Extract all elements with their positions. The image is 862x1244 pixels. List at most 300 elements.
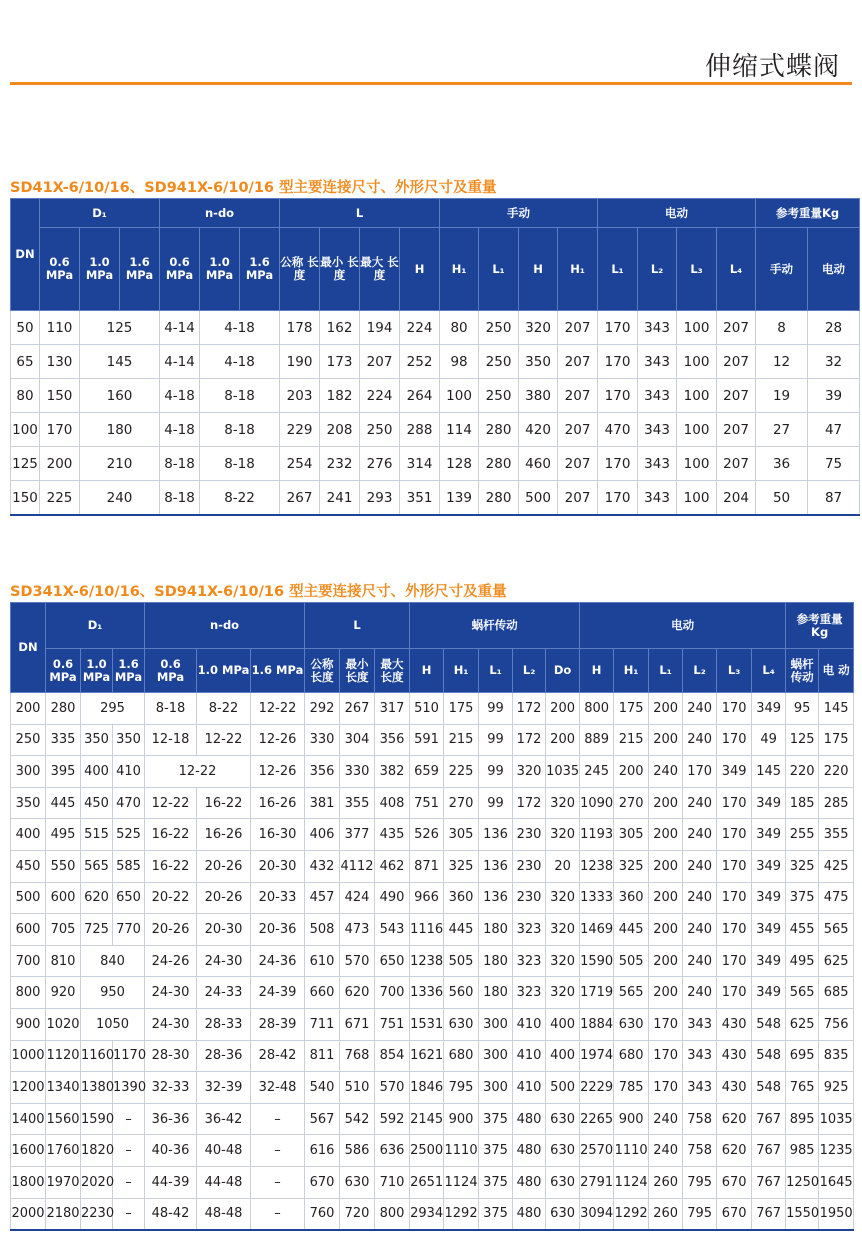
table-cell-l: 542	[340, 1103, 375, 1135]
table-cell-electric: 305	[614, 819, 649, 851]
table-row	[11, 1008, 854, 1040]
table-cell-weight: 145	[819, 693, 854, 725]
table-cell-dn: 450	[11, 850, 46, 882]
table-cell-d1: 1390	[113, 1072, 145, 1104]
table-cell-h: 351	[400, 481, 440, 516]
table-cell-electric: 240	[649, 756, 683, 788]
table-cell-electric: 245	[580, 756, 614, 788]
table-cell-el2: 343	[638, 481, 677, 516]
table-cell-lmax: 276	[360, 447, 400, 481]
table-cell-d1: 395	[46, 756, 81, 788]
table-cell-d1: 2180	[46, 1198, 81, 1230]
table-cell-worm: 1110	[444, 1135, 479, 1167]
table-cell-ndo: 8-18	[145, 693, 197, 725]
table-cell-worm: 505	[444, 945, 479, 977]
table-row	[11, 1198, 854, 1230]
table-cell-worm: 1846	[410, 1072, 444, 1104]
table-cell-worm: 630	[444, 1008, 479, 1040]
table-cell-d1bc: 145	[80, 345, 160, 379]
table-cell-electric: 445	[614, 914, 649, 946]
table-cell-electric: 430	[717, 1072, 752, 1104]
table-cell-worm: 180	[479, 945, 513, 977]
table-cell-electric: 200	[649, 724, 683, 756]
table-cell-electric: 349	[752, 850, 786, 882]
table-cell-worm: 136	[479, 850, 513, 882]
table-cell-worm: 136	[479, 819, 513, 851]
table-cell-ndo: 20-22	[145, 882, 197, 914]
sub-weight-manual: 手动	[756, 228, 808, 311]
table-cell-electric: 889	[580, 724, 614, 756]
table-cell-el4: 204	[717, 481, 756, 516]
table-cell-ndo: 12-26	[251, 756, 305, 788]
sub-l-nominal: 公称 长度	[280, 228, 320, 311]
table-cell-ndo: 36-42	[197, 1103, 251, 1135]
table-cell-l: 660	[305, 977, 340, 1009]
sub-l-max: 最大 长度	[360, 228, 400, 311]
table-cell-worm: 871	[410, 850, 444, 882]
table-cell-electric: 548	[752, 1040, 786, 1072]
table-cell-l: 356	[305, 756, 340, 788]
table-cell-lmin: 241	[320, 481, 360, 516]
table-cell-d1: 525	[113, 819, 145, 851]
table-cell-worm: 180	[479, 914, 513, 946]
table-row	[11, 379, 860, 413]
table-cell-d1: 920	[46, 977, 81, 1009]
table-cell-dn: 900	[11, 1008, 46, 1040]
group-electric: 电动	[598, 199, 756, 228]
table-cell-electric: 349	[752, 693, 786, 725]
table-cell-d1: –	[113, 1166, 145, 1198]
table-cell-el3: 100	[677, 311, 717, 345]
table-cell-l: 720	[340, 1198, 375, 1230]
table-cell-l: 317	[375, 693, 410, 725]
table-cell-ndo: 24-39	[251, 977, 305, 1009]
table-cell-el4: 207	[717, 379, 756, 413]
table-cell-electric: 1090	[580, 787, 614, 819]
table-cell-l: 381	[305, 787, 340, 819]
table-cell-mh1b: 207	[558, 447, 598, 481]
table-cell-dn: 250	[11, 724, 46, 756]
table-cell-lmax: 207	[360, 345, 400, 379]
sub-manual-h: H	[519, 228, 558, 311]
table-cell-ndo: 12-22	[197, 724, 251, 756]
table-cell-electric: 620	[717, 1103, 752, 1135]
sub-weight-electric: 电动	[808, 228, 860, 311]
table-cell-we: 32	[808, 345, 860, 379]
table-cell-d1: 620	[81, 882, 113, 914]
table-cell-worm: 1531	[410, 1008, 444, 1040]
table-cell-worm: 99	[479, 693, 513, 725]
table-cell-ndo: 20-30	[197, 914, 251, 946]
table-cell-worm: 480	[513, 1198, 546, 1230]
table-cell-d1: 515	[81, 819, 113, 851]
table-cell-el1: 470	[598, 413, 638, 447]
table-cell-dn: 350	[11, 787, 46, 819]
table-row	[11, 693, 854, 725]
sub-ndo-06: 0.6 MPa	[145, 649, 197, 693]
table-cell-l: 570	[375, 1072, 410, 1104]
table-cell-worm: 323	[513, 977, 546, 1009]
table-cell-mh1: 98	[440, 345, 479, 379]
table-cell-electric: 240	[683, 945, 717, 977]
table-cell-dn: 1400	[11, 1103, 46, 1135]
table-cell-we: 39	[808, 379, 860, 413]
table2	[10, 602, 854, 1231]
table-cell-electric: 240	[683, 850, 717, 882]
sub-ndo-06: 0.6 MPa	[160, 228, 200, 311]
table-cell-mh1: 128	[440, 447, 479, 481]
table-cell-wm: 50	[756, 481, 808, 516]
sub-d1-16: 1.6 MPa	[113, 649, 145, 693]
table-row	[11, 787, 854, 819]
table-cell-ndo: 24-30	[145, 977, 197, 1009]
table-cell-l: 650	[375, 945, 410, 977]
sub-d1-10: 1.0 MPa	[81, 649, 113, 693]
table-cell-worm: 2651	[410, 1166, 444, 1198]
table-cell-electric: 349	[717, 756, 752, 788]
table-cell-worm: 966	[410, 882, 444, 914]
table-cell-mh1b: 207	[558, 379, 598, 413]
table-cell-l: 406	[305, 819, 340, 851]
table-cell-lmax: 224	[360, 379, 400, 413]
table-cell-worm: 215	[444, 724, 479, 756]
table-cell-l: 711	[305, 1008, 340, 1040]
table-cell-worm: 659	[410, 756, 444, 788]
table-cell-worm: 323	[513, 914, 546, 946]
table-cell-ml1: 280	[479, 481, 519, 516]
table-cell-worm: 20	[546, 850, 580, 882]
table-cell-d1: 1160	[81, 1040, 113, 1072]
group-ndo: n-do	[160, 199, 280, 228]
table-cell-el1: 170	[598, 447, 638, 481]
table-cell-el3: 100	[677, 379, 717, 413]
table-cell-d1: 450	[81, 787, 113, 819]
table-cell-d1: 410	[113, 756, 145, 788]
table-cell-l: 355	[340, 787, 375, 819]
table-cell-worm: 270	[444, 787, 479, 819]
table-cell-h: 288	[400, 413, 440, 447]
table-cell-electric: 349	[752, 787, 786, 819]
table-cell-electric: 758	[683, 1135, 717, 1167]
table-cell-electric: 349	[752, 945, 786, 977]
table-cell-el2: 343	[638, 345, 677, 379]
table-cell-el3: 100	[677, 481, 717, 516]
table-cell-electric: 170	[717, 945, 752, 977]
table-cell-lnom: 190	[280, 345, 320, 379]
table-cell-h: 264	[400, 379, 440, 413]
table-cell-el2: 343	[638, 379, 677, 413]
table-cell-ndo: 16-22	[145, 819, 197, 851]
table-cell-electric: 2791	[580, 1166, 614, 1198]
table-cell-h: 252	[400, 345, 440, 379]
table-cell-ml1: 250	[479, 345, 519, 379]
table-cell-electric: 175	[614, 693, 649, 725]
table-cell-l: 356	[375, 724, 410, 756]
group-ndo: n-do	[145, 603, 305, 649]
table-cell-ndo: 24-36	[251, 945, 305, 977]
table-cell-ndo: 12-26	[251, 724, 305, 756]
table-cell-electric: 1124	[614, 1166, 649, 1198]
table-cell-ndo: 28-39	[251, 1008, 305, 1040]
table-row	[11, 850, 854, 882]
table-cell-d1: 1590	[81, 1103, 113, 1135]
table-cell-weight: 835	[819, 1040, 854, 1072]
table-cell-electric: 170	[649, 1008, 683, 1040]
table-cell-weight: 625	[819, 945, 854, 977]
table-cell-ndobc: 4-18	[200, 311, 280, 345]
table-row	[11, 1072, 854, 1104]
table-cell-ndo: 24-33	[197, 977, 251, 1009]
table-row	[11, 977, 854, 1009]
table-cell-worm: 300	[479, 1040, 513, 1072]
table-cell-worm: 410	[513, 1040, 546, 1072]
sub-d1-06: 0.6 MPa	[40, 228, 80, 311]
sub-h: H	[400, 228, 440, 311]
table-cell-ndo: 48-42	[145, 1198, 197, 1230]
table-cell-worm: 320	[546, 945, 580, 977]
table-cell-d1: 950	[81, 977, 145, 1009]
table-cell-d1: 470	[113, 787, 145, 819]
table-cell-ndo: 16-30	[251, 819, 305, 851]
table-cell-electric: 2265	[580, 1103, 614, 1135]
sub-l-min: 最小 长度	[340, 649, 375, 693]
table-cell-ndo: 16-26	[197, 819, 251, 851]
table-cell-mh: 460	[519, 447, 558, 481]
table-cell-weight: 95	[786, 693, 819, 725]
table-cell-dn: 1800	[11, 1166, 46, 1198]
table-cell-electric: 1590	[580, 945, 614, 977]
table-cell-ndo: 20-26	[197, 850, 251, 882]
table-cell-electric: 430	[717, 1008, 752, 1040]
table-cell-worm: 591	[410, 724, 444, 756]
table-cell-l: 510	[340, 1072, 375, 1104]
table-cell-worm: 230	[513, 850, 546, 882]
col-dn: DN	[11, 199, 40, 311]
table-cell-weight: 565	[819, 914, 854, 946]
table-cell-el1: 170	[598, 481, 638, 516]
table-cell-electric: 170	[683, 756, 717, 788]
table-cell-d1: –	[113, 1103, 145, 1135]
table-row	[11, 345, 860, 379]
table-cell-ndo: 32-39	[197, 1072, 251, 1104]
table-cell-worm: 172	[513, 693, 546, 725]
table-cell-ndoa: 4-14	[160, 311, 200, 345]
table1-caption: SD41X-6/10/16、SD941X-6/10/16 型主要连接尺寸、外形尺寸及重量	[10, 180, 497, 196]
table-cell-worm: 320	[546, 882, 580, 914]
table-row	[11, 447, 860, 481]
table-cell-el4: 207	[717, 413, 756, 447]
table-cell-d1: 445	[46, 787, 81, 819]
table-cell-l: 462	[375, 850, 410, 882]
table-cell-dn: 500	[11, 882, 46, 914]
table-cell-d1: 840	[81, 945, 145, 977]
table-cell-electric: 430	[717, 1040, 752, 1072]
table-cell-mh1: 80	[440, 311, 479, 345]
table-cell-d1: 585	[113, 850, 145, 882]
sub-electric-l4: L₄	[752, 649, 786, 693]
table-cell-worm: 300	[479, 1008, 513, 1040]
table-cell-dn: 300	[11, 756, 46, 788]
table-cell-mh1b: 207	[558, 345, 598, 379]
table-cell-electric: 200	[649, 819, 683, 851]
table-cell-lmin: 162	[320, 311, 360, 345]
table-cell-l: 616	[305, 1135, 340, 1167]
table-cell-d1: 725	[81, 914, 113, 946]
table-cell-worm: 410	[513, 1008, 546, 1040]
table-cell-l: 620	[340, 977, 375, 1009]
table-cell-weight: 1035	[819, 1103, 854, 1135]
table-cell-electric: 170	[649, 1040, 683, 1072]
table-row	[11, 914, 854, 946]
table-cell-d1: 1970	[46, 1166, 81, 1198]
table-cell-electric: 325	[614, 850, 649, 882]
table-cell-electric: 1110	[614, 1135, 649, 1167]
table-cell-electric: 170	[717, 882, 752, 914]
table-cell-worm: 410	[513, 1072, 546, 1104]
table-cell-mh1: 100	[440, 379, 479, 413]
table-cell-worm: 1035	[546, 756, 580, 788]
table-cell-dn: 125	[11, 447, 40, 481]
sub-ndo-16: 1.6 MPa	[251, 649, 305, 693]
table-cell-el3: 100	[677, 345, 717, 379]
table-cell-weight: 475	[819, 882, 854, 914]
table-cell-electric: 1974	[580, 1040, 614, 1072]
table-cell-electric: 785	[614, 1072, 649, 1104]
table-cell-dn: 700	[11, 945, 46, 977]
table-cell-l: 540	[305, 1072, 340, 1104]
table-cell-mh: 500	[519, 481, 558, 516]
table-cell-ndobc: 8-18	[200, 447, 280, 481]
table-cell-ndoa: 8-18	[160, 447, 200, 481]
sub-manual-h1b: H₁	[558, 228, 598, 311]
table-cell-electric: 343	[683, 1072, 717, 1104]
table-cell-ndo: 16-22	[197, 787, 251, 819]
table-cell-worm: 480	[513, 1103, 546, 1135]
table-cell-l: 435	[375, 819, 410, 851]
table-cell-ndo: –	[251, 1166, 305, 1198]
table-cell-weight: 756	[819, 1008, 854, 1040]
col-dn: DN	[11, 603, 46, 693]
table-cell-d1: 565	[81, 850, 113, 882]
table-cell-ndo: 16-22	[145, 850, 197, 882]
table-cell-electric: 200	[649, 787, 683, 819]
table-cell-el1: 170	[598, 345, 638, 379]
table-cell-l: 457	[305, 882, 340, 914]
table-cell-electric: 240	[683, 724, 717, 756]
table-cell-lmax: 194	[360, 311, 400, 345]
table-cell-dn: 2000	[11, 1198, 46, 1230]
table-cell-lmin: 173	[320, 345, 360, 379]
table-cell-h: 314	[400, 447, 440, 481]
table-cell-ndobc: 4-18	[200, 345, 280, 379]
table-cell-weight: 925	[819, 1072, 854, 1104]
table-cell-ndo: 24-30	[145, 1008, 197, 1040]
table-cell-electric: 565	[614, 977, 649, 1009]
table-cell-electric: 200	[649, 945, 683, 977]
table-cell-dn: 1600	[11, 1135, 46, 1167]
table-cell-weight: 125	[786, 724, 819, 756]
table-cell-l: 854	[375, 1040, 410, 1072]
table-cell-weight: 565	[786, 977, 819, 1009]
table-row	[11, 1103, 854, 1135]
table-cell-worm: 560	[444, 977, 479, 1009]
table-cell-ndo: 20-26	[197, 882, 251, 914]
table-cell-ndo: 8-22	[197, 693, 251, 725]
table-cell-d1a: 150	[40, 379, 80, 413]
table-cell-electric: 1193	[580, 819, 614, 851]
table-row	[11, 1166, 854, 1198]
table-cell-worm: 751	[410, 787, 444, 819]
table-cell-electric: 795	[683, 1166, 717, 1198]
table-cell-electric: 170	[717, 693, 752, 725]
table-cell-l: 630	[340, 1166, 375, 1198]
table-cell-electric: 548	[752, 1008, 786, 1040]
table-cell-weight: 255	[786, 819, 819, 851]
table-cell-ml1: 280	[479, 413, 519, 447]
table-cell-d1: 1050	[81, 1008, 145, 1040]
table2-caption: SD341X-6/10/16、SD941X-6/10/16 型主要连接尺寸、外形尺寸及重量	[10, 584, 507, 600]
table-cell-weight: 175	[819, 724, 854, 756]
table-cell-dn: 200	[11, 693, 46, 725]
table-cell-worm: 1621	[410, 1040, 444, 1072]
table-cell-ndo: 20-33	[251, 882, 305, 914]
table-cell-d1: 400	[81, 756, 113, 788]
table-cell-lnom: 178	[280, 311, 320, 345]
table-cell-ndo: 28-42	[251, 1040, 305, 1072]
table-cell-lmax: 293	[360, 481, 400, 516]
group-weight: 参考重量 Kg	[786, 603, 854, 649]
table-cell-lnom: 229	[280, 413, 320, 447]
table-cell-d1: 600	[46, 882, 81, 914]
table-cell-worm: 1116	[410, 914, 444, 946]
table-cell-l: 760	[305, 1198, 340, 1230]
table-cell-ndo: 40-48	[197, 1135, 251, 1167]
table-cell-mh1b: 207	[558, 413, 598, 447]
table-cell-lmin: 182	[320, 379, 360, 413]
table1	[10, 198, 860, 516]
table-cell-mh: 320	[519, 311, 558, 345]
table-cell-mh1b: 207	[558, 481, 598, 516]
table-cell-d1: 335	[46, 724, 81, 756]
table-row	[11, 882, 854, 914]
table-cell-electric: 548	[752, 1072, 786, 1104]
sub-l-max: 最大 长度	[375, 649, 410, 693]
table-cell-mh: 380	[519, 379, 558, 413]
table-cell-d1: 810	[46, 945, 81, 977]
table-cell-el3: 100	[677, 413, 717, 447]
table-cell-ndoa: 4-18	[160, 413, 200, 447]
table-cell-electric: 170	[717, 724, 752, 756]
table-cell-wm: 12	[756, 345, 808, 379]
table-cell-d1: 1340	[46, 1072, 81, 1104]
group-l: L	[280, 199, 440, 228]
table-cell-d1a: 110	[40, 311, 80, 345]
table-cell-el2: 343	[638, 447, 677, 481]
table-cell-l: 768	[340, 1040, 375, 1072]
table-cell-el2: 343	[638, 413, 677, 447]
table-cell-weight: 685	[819, 977, 854, 1009]
table-cell-electric: 240	[683, 914, 717, 946]
table-cell-l: 592	[375, 1103, 410, 1135]
table-cell-dn: 800	[11, 977, 46, 1009]
table-cell-lnom: 203	[280, 379, 320, 413]
table-cell-electric: 767	[752, 1135, 786, 1167]
table-cell-worm: 99	[479, 756, 513, 788]
table-cell-ndoa: 8-18	[160, 481, 200, 516]
table-cell-worm: 400	[546, 1008, 580, 1040]
table-cell-weight: 1250	[786, 1166, 819, 1198]
table-cell-electric: 170	[717, 914, 752, 946]
